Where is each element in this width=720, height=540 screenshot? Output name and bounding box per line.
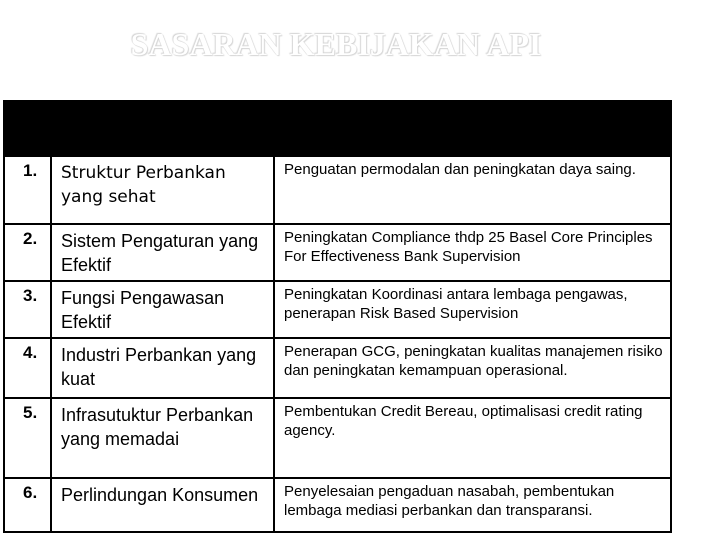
row-number: 3. — [5, 282, 52, 337]
row-number: 5. — [5, 399, 52, 477]
table-header-bar — [5, 102, 670, 155]
table-row — [5, 337, 670, 397]
row-pillar: Fungsi Pengawasan Efektif — [52, 282, 275, 337]
row-pillar: Sistem Pengaturan yang Efektif — [52, 225, 275, 280]
row-number: 4. — [5, 339, 52, 397]
policy-table — [3, 100, 672, 533]
table-row — [5, 155, 670, 223]
page-title: SASARAN KEBIJAKAN API — [130, 26, 542, 62]
table-row — [5, 280, 670, 337]
row-number: 6. — [5, 479, 52, 531]
row-pillar: Struktur Perbankan yang sehat — [52, 157, 275, 223]
row-number: 2. — [5, 225, 52, 280]
row-pillar: Industri Perbankan yang kuat — [52, 339, 275, 397]
table-row — [5, 223, 670, 280]
row-target: Pembentukan Credit Bereau, optimalisasi credit rating agency. — [284, 403, 643, 439]
row-target: Penerapan GCG, peningkatan kualitas manajemen risiko dan peningkatan kemampuan operasional. — [284, 343, 663, 379]
table-row — [5, 477, 670, 531]
row-target: Penyelesaian pengaduan nasabah, pembentukan lembaga mediasi perbankan dan transparansi. — [284, 483, 615, 519]
row-target: Peningkatan Koordinasi antara lembaga pengawas, penerapan Risk Based Supervision — [284, 286, 628, 322]
table-row — [5, 397, 670, 477]
row-target: Penguatan permodalan dan peningkatan daya saing. — [284, 161, 636, 178]
row-pillar: Infrasutuktur Perbankan yang memadai — [52, 399, 275, 477]
row-target: Peningkatan Compliance thdp 25 Basel Core Principles For Effectiveness Bank Supervision — [284, 229, 653, 265]
row-number: 1. — [5, 157, 52, 223]
row-pillar: Perlindungan Konsumen — [52, 479, 275, 531]
